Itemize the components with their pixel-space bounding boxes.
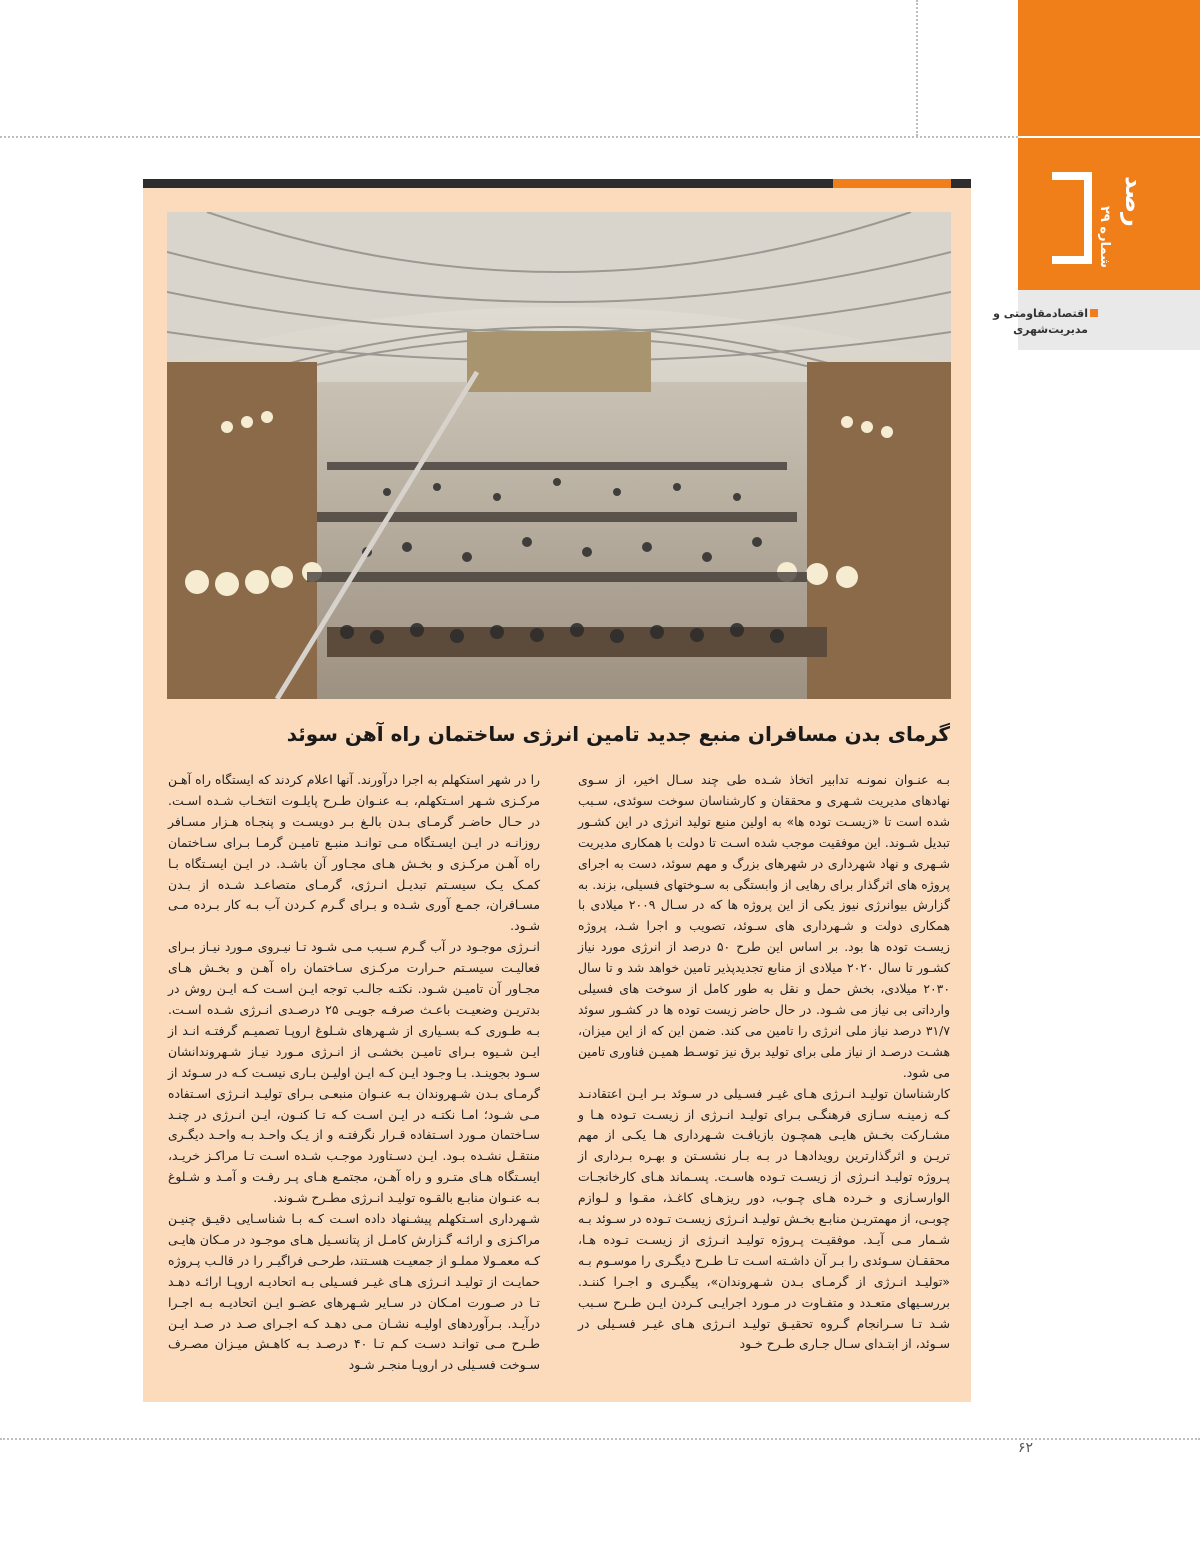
top-dotted-rule — [0, 136, 1018, 138]
article-column-right — [578, 770, 950, 1355]
paragraph: را در شهر استکهلم به اجرا درآورند. آنها اعلام کردند که ایستگاه راه آهـن مرکـزی شـهر اسـتکهلم، بـه عنـوان طـرح پایلـوت انتخـاب شـده اسـت. در حـال حاضـر گرمـای بـدن بالـغ بـر دویسـت و پنجـاه هـزار مسـافر روزانـه در ایـن ایسـتگاه مـی توانـد منبـع تامیـن گرمـا بـرای سـاختمان راه آهـن مرکـزی و بخـش هـای مجـاور آن باشـد. در ایـن ایسـتگاه بـا کمـک یـک سیسـتم تبدیـل انـرژی، گرمـای متصاعـد شـده از بـدن مسـافران، جمـع آوری شـده و بـرای گـرم کـردن آب بـه کار بـرده مـی شـود. — [168, 772, 540, 934]
article-top-bar-end — [951, 179, 971, 188]
issue-label: شماره ۲۹ — [1097, 206, 1112, 268]
paragraph: انـرژی موجـود در آب گـرم سـبب مـی شـود تـا نیـروی مـورد نیـاز بـرای فعالیـت سیسـتم حـرارت مرکـزی سـاختمان راه آهـن و بخـش هـای مجـاور آن تامیـن شـود. نکتـه جالـب توجه ایـن اسـت کـه ایـن روش در بدتریـن وضعیـت باعـث صرفـه جویـی ۲۵ درصـدی انـرژی شـده اسـت. بـه طـوری کـه بسـیاری از شـهرهای شـلوغ اروپـا تصمیـم گرفتـه انـد از ایـن شـیوه بـرای تامیـن بخشـی از انـرژی مـورد نیـاز شـهروندانشان سـود بجوینـد. بـا وجـود ایـن کـه ایـن اولیـن بـاری نیسـت کـه در سـوئد از گرمـای بـدن شـهروندان بـه عنـوان منبعـی بـرای تولیـد انـرژی اسـتفاده مـی شـود؛ امـا نکتـه در ایـن اسـت کـه تـا کنـون، ایـن انـرژی در چنـد سـاختمان مـورد اسـتفاده قـرار نگرفتـه و از یـک واحـد بـه واحـد دیگـری منتقـل نشـده بـود. ایـن دسـتاورد موجـب شـده اسـت تـا مراکـز خریـد، ایسـتگاه هـای متـرو و راه آهـن، مجتمـع هـای پـر رفـت و آمـد و شـلوغ بـه عنـوان منابـع بالقـوه تولیـد انـرژی مطـرح شـوند. — [168, 939, 540, 1206]
section-title: اقتصادمقاومتی و مدیریت‌شهری — [993, 307, 1088, 336]
brand-name: رصد — [1120, 176, 1148, 227]
station-hall-photo — [167, 212, 951, 699]
right-dotted-rule — [916, 0, 918, 136]
paragraph: بـه عنـوان نمونـه تدابیر اتخاذ شـده طی چند سـال اخیر، از سـوی نهادهای مدیریت شـهری و محققان و کارشناسان سوخت سوئدی، سـبب شده است تا «زیسـت توده ها» به اولین منبع تولید انرژی در این کشـور تبدیل شـوند. این موفقیت موجب شده اسـت تا دولت با همکاری مدیریت شـهری و نهاد شهرداری در شهرهای بزرگ و مهم سوئد، دست به اجرای پروژه های اثرگذار برای رهایی از وابستگی به سـوختهای فسیلی، بزند. به گزارش بیوانرژی نیوز یکی از این پروژه ها که در سـال ۲۰۰۹ میلادی با همکاری دولت و شـهرداری های سـوئد، تصویب و اجرا شـد، پروژه زیسـت توده ها بود. بر اساس این طرح ۵۰ درصد از انرژی مورد نیاز کشـور تا سال ۲۰۲۰ میلادی از منابع تجدیدپذیر تامین خواهد شد و تا سال ۲۰۳۰ میلادی، بخش حمل و نقل به طور کامل از سوخت های فسیلی وارداتی بی نیاز می شـود. در حال حاضر زیست توده ها در کشـور سوئد ۳۱/۷ درصد نیاز ملی انرژی را تامین می کند. ضمن این که از این میزان، هشـت درصـد از نیاز ملی برای تولید برق نیز توسـط همیـن فناوری تامین می شود. — [578, 772, 951, 1080]
corner-orange-block — [1018, 0, 1200, 136]
page-number: ۶۲ — [1018, 1440, 1034, 1456]
paragraph: شـهرداری اسـتکهلم پیشـنهاد داده اسـت کـه بـا شناسـایی دقیـق چنیـن مراکـزی و ارائـه گـزارش کامـل از پتانسـیل هـای موجـود در مـکان هایـی کـه معمـولا مملـو از جمعیـت هسـتند، طرحـی فراگیـر را در قالـب پـروژه حمایـت از تولیـد انـرژی هـای غیـر فسـیلی بـه اتحادیـه اروپـا ارائـه دهـد تـا در صـورت امـکان در سـایر شـهرهای عضـو ایـن اتحادیـه بـه اجـرا درآیـد. بـرآوردهای اولیـه نشـان مـی دهـد کـه اجـرای صـد در صـد ایـن طـرح مـی توانـد دسـت کـم تـا ۴۰ درصـد بـه کاهـش میـزان مصـرف سـوخت فسـیلی در اروپـا منجـر شـود — [168, 1211, 540, 1373]
section-marker-icon — [1090, 309, 1098, 317]
article-top-bar — [143, 179, 833, 188]
article-top-bar-accent — [833, 179, 951, 188]
article-column-left — [168, 770, 540, 1376]
brand-logo — [1118, 176, 1148, 276]
article-title: گرمای بدن مسافران منبع جدید تامین انرژی ساختمان راه آهن سوئد — [286, 722, 950, 746]
station-hall-illustration — [167, 212, 951, 699]
paragraph: کارشناسان تولیـد انـرژی هـای غیـر فسـیلی در سـوئد بـر ایـن اعتقادنـد کـه زمینـه سـازی فرهنگـی بـرای تولیـد انـرژی از زیسـت تـوده هـا و مشـارکت بخـش هایـی همچـون بازیافـت شـهرداری هـا یکـی از مهم تریـن و اثرگذارترین رویدادهـا در بـه بـار نشسـتن و بهـره بـرداری از پـروژه تولیـد انـرژی از زیسـت تـوده هاسـت. پسـماند هـای کارخانجـات الوارسـازی و خـرده هـای چـوب، دور ریزهـای کاغـذ، مقـوا و لـوازم چوبـی، از مهمتریـن منابـع بخـش تولیـد انـرژی زیسـت تـوده در سـوئد بـه شـمار مـی آیـد. موفقیـت پـروژه تولیـد انـرژی از زیسـت تـوده هـا، محققـان سـوئدی را بـر آن داشـته اسـت تـا طـرح دیگـری را موسـوم بـه «تولیـد انـرژی از گرمـای بـدن شـهروندان»، پیگیـری و اجـرا کننـد. بررسـیهای متعـدد و متفـاوت در مـورد اجرایـی کـردن ایـن طـرح سـبب شـد تـا سـرانجام گـروه تحقیـق تولیـد انـرژی هـای غیـر فسـیلی در سـوئد، از ابتـدای سـال جـاری طـرح خـود — [578, 1085, 950, 1352]
